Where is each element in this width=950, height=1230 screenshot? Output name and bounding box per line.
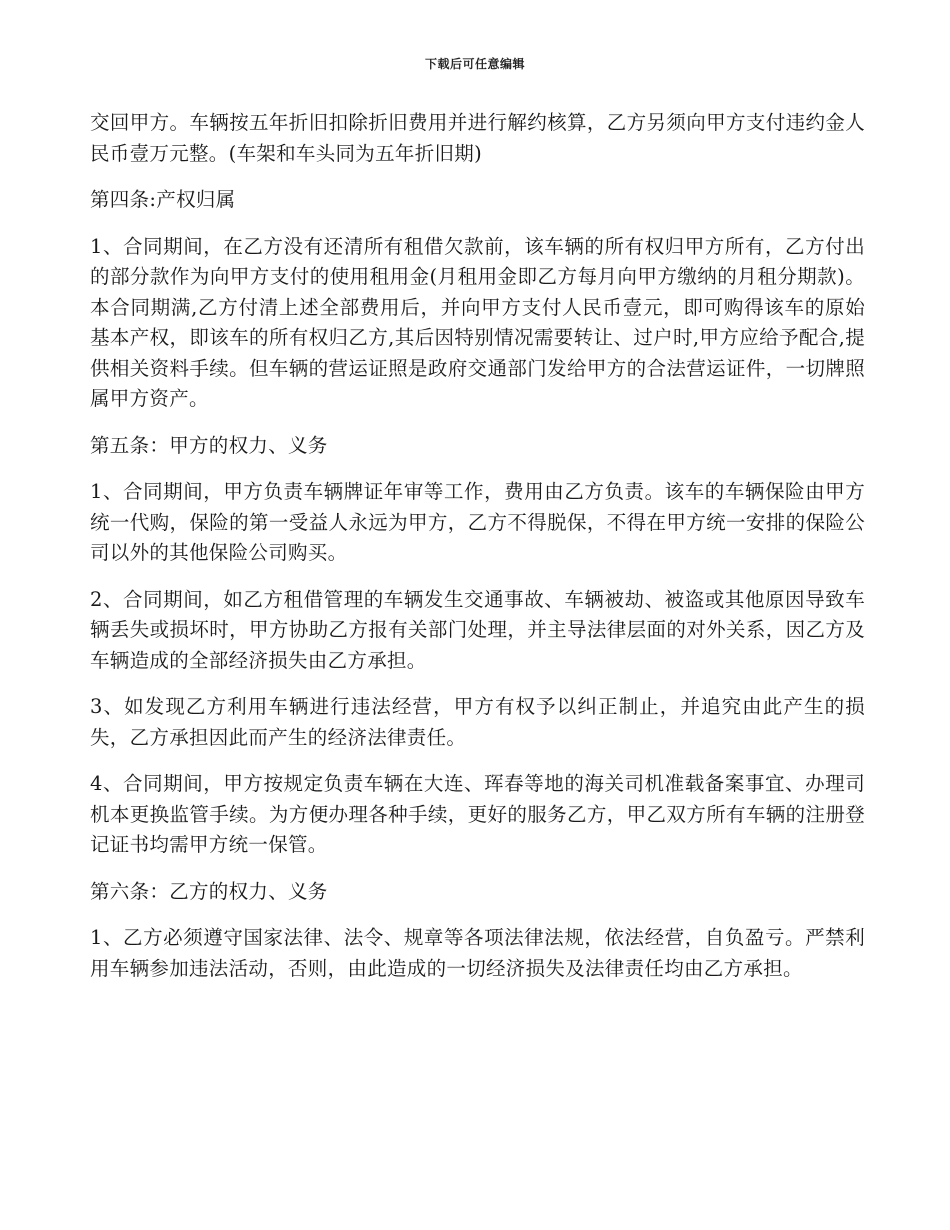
article-5-clause-2: 2、合同期间，如乙方租借管理的车辆发生交通事故、车辆被劫、被盗或其他原因导致车辆丢失或损坏时，甲方协助乙方报有关部门处理，并主导法律层面的对外关系，因乙方及车辆造成的全部经济损失由乙方承担。 — [90, 587, 865, 672]
article-6-heading: 第六条：乙方的权力、义务 — [90, 879, 328, 903]
document-body — [90, 108, 865, 1000]
article-5-heading: 第五条：甲方的权力、义务 — [90, 433, 328, 457]
page-header: 下载后可任意编辑 — [424, 57, 525, 71]
paragraph-continuation: 交回甲方。车辆按五年折旧扣除折旧费用并进行解约核算，乙方另须向甲方支付违约金人民币壹万元整。(车架和车头同为五年折旧期) — [90, 111, 865, 165]
article-4-heading: 第四条:产权归属 — [90, 188, 236, 211]
article-5-clause-1: 1、合同期间，甲方负责车辆牌证年审等工作，费用由乙方负责。该车的车辆保险由甲方统一代购，保险的第一受益人永远为甲方，乙方不得脱保，不得在甲方统一安排的保险公司以外的其他保险公司购买。 — [90, 480, 865, 564]
article-6-clause-1: 1、乙方必须遵守国家法律、法令、规章等各项法律法规，依法经营，自负盈亏。严禁利用车辆参加违法活动，否则，由此造成的一切经济损失及法律责任均由乙方承担。 — [90, 926, 865, 980]
article-4-clause-1: 1、合同期间，在乙方没有还清所有租借欠款前，该车辆的所有权归甲方所有，乙方付出的部分款作为向甲方支付的使用租用金(月租用金即乙方每月向甲方缴纳的月租分期款)。本合同期满,乙方付清上述全部费用后，并向甲方支付人民币壹元，即可购得该车的原始基本产权，即该车的所有权归乙方,其后因特别情况需要转让、过户时,甲方应给予配合,提供相关资料手续。但车辆的营运证照是政府交通部门发给甲方的合法营运证件，一切牌照属甲方资产。 — [90, 234, 865, 410]
article-5-clause-3: 3、如发现乙方利用车辆进行违法经营，甲方有权予以纠正制止，并追究由此产生的损失，乙方承担因此而产生的经济法律责任。 — [90, 695, 865, 749]
article-5-clause-4: 4、合同期间，甲方按规定负责车辆在大连、珲春等地的海关司机准载备案事宜、办理司机本更换监管手续。为方便办理各种手续，更好的服务乙方，甲乙双方所有车辆的注册登记证书均需甲方统一保管。 — [90, 772, 865, 856]
